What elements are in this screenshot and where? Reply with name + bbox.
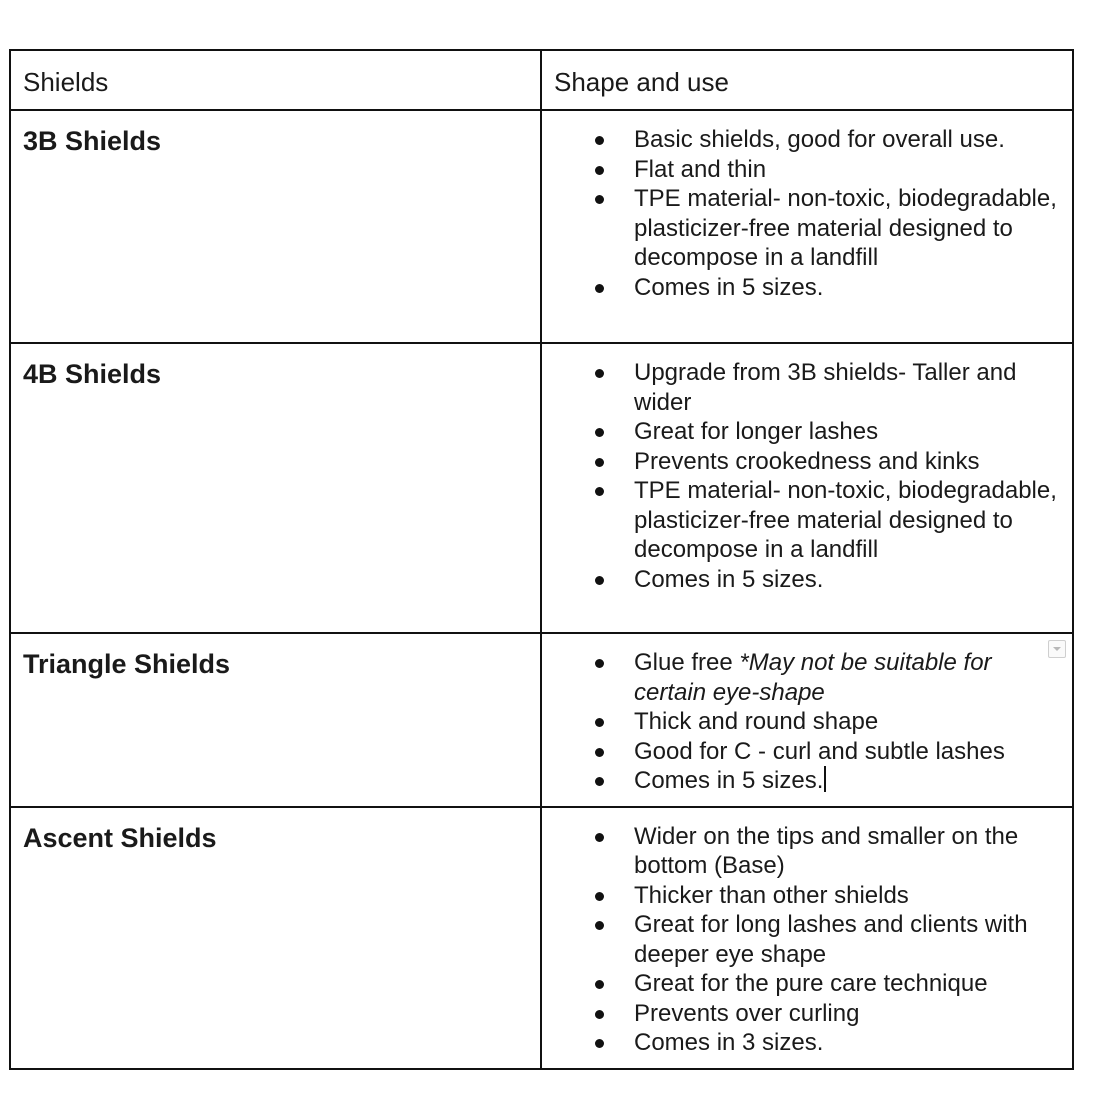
list-item (634, 417, 1062, 447)
list-item (634, 125, 1062, 155)
bullet-dot-icon (595, 777, 604, 786)
bullet-dot-icon (595, 1039, 604, 1048)
shape-and-use-cell[interactable] (541, 343, 1073, 633)
table-row (10, 633, 1073, 807)
bullet-dot-icon (595, 195, 604, 204)
shape-and-use-cell[interactable] (541, 633, 1073, 807)
bullet-text: Glue free (634, 649, 740, 676)
bullet-text: TPE material- non-toxic, biodegradable, plasticizer-free material designed to decompose in a landfill (634, 477, 1057, 563)
bullet-dot-icon (595, 892, 604, 901)
bullet-text: Comes in 3 sizes. (634, 1029, 824, 1056)
bullet-text: Basic shields, good for overall use. (634, 126, 1005, 153)
bullet-text: Comes in 5 sizes. (634, 767, 824, 794)
list-item (634, 969, 1062, 999)
bullet-text: Thicker than other shields (634, 881, 909, 909)
bullet-dot-icon (595, 369, 604, 378)
list-item (634, 999, 1062, 1029)
list-item (634, 881, 1062, 911)
shield-name-cell[interactable] (10, 110, 541, 343)
bullet-text: Prevents crookedness and kinks (634, 447, 980, 475)
header-label-shields: Shields (23, 67, 109, 97)
bullet-dot-icon (595, 980, 604, 989)
header-cell-shape-and-use[interactable] (541, 50, 1073, 110)
bullet-text: Flat and thin (634, 155, 767, 183)
list-item (634, 358, 1062, 417)
list-item (634, 273, 1062, 303)
bullet-text: Great for longer lashes (634, 418, 879, 445)
list-item (634, 447, 1062, 477)
text-cursor (824, 766, 826, 792)
table-row (10, 110, 1073, 343)
shield-name: Triangle Shields (23, 649, 231, 679)
bullet-note-italic: *May not be suitable for certain eye-shape (634, 649, 992, 706)
bullet-text: Upgrade from 3B shields- Taller and wider (634, 359, 1017, 416)
shields-table (9, 49, 1074, 1070)
bullet-list (542, 808, 1072, 1068)
shield-name-cell[interactable] (10, 633, 541, 807)
bullet-dot-icon (595, 284, 604, 293)
bullet-dot-icon (595, 576, 604, 585)
bullet-text: Great for the pure care technique (634, 970, 988, 997)
shape-and-use-cell[interactable] (541, 807, 1073, 1069)
bullet-dot-icon (595, 166, 604, 175)
list-item (634, 648, 1062, 707)
list-item (634, 822, 1062, 881)
list-item (634, 184, 1062, 273)
bullet-dot-icon (595, 487, 604, 496)
bullet-dot-icon (595, 748, 604, 757)
list-item (634, 766, 1062, 796)
bullet-text: Good for C - curl and subtle lashes (634, 737, 1005, 765)
list-item (634, 707, 1062, 737)
bullet-dot-icon (595, 718, 604, 727)
bullet-dot-icon (595, 1010, 604, 1019)
shield-name: Ascent Shields (23, 822, 217, 853)
bullet-dot-icon (595, 921, 604, 930)
list-item (634, 910, 1062, 969)
list-item (634, 476, 1062, 565)
header-cell-shields[interactable] (10, 50, 541, 110)
header-label-shape-and-use: Shape and use (554, 67, 729, 97)
bullet-list (542, 634, 1072, 806)
bullet-dot-icon (595, 833, 604, 842)
bullet-list (542, 111, 1072, 312)
bullet-dot-icon (595, 659, 604, 668)
shield-name: 3B Shields (23, 126, 162, 156)
table-row (10, 807, 1073, 1069)
bullet-text: Great for long lashes and clients with deeper eye shape (634, 911, 1028, 968)
list-item (634, 1028, 1062, 1058)
bullet-dot-icon (595, 136, 604, 145)
bullet-text: Comes in 5 sizes. (634, 565, 824, 593)
bullet-list (542, 344, 1072, 604)
list-item (634, 565, 1062, 595)
shield-name-cell[interactable] (10, 343, 541, 633)
table-header-row (10, 50, 1073, 110)
bullet-dot-icon (595, 458, 604, 467)
bullet-text: Comes in 5 sizes. (634, 273, 824, 301)
list-item (634, 155, 1062, 185)
bullet-text: TPE material- non-toxic, biodegradable, plasticizer-free material designed to decompose in a landfill (634, 185, 1057, 271)
bullet-text: Wider on the tips and smaller on the bottom (Base) (634, 822, 1019, 879)
bullet-text: Prevents over curling (634, 999, 860, 1027)
list-item (634, 737, 1062, 767)
bullet-dot-icon (595, 428, 604, 437)
shield-name: 4B Shields (23, 359, 162, 389)
table-row (10, 343, 1073, 633)
shield-name-cell[interactable] (10, 807, 541, 1069)
shape-and-use-cell[interactable] (541, 110, 1073, 343)
bullet-text: Thick and round shape (634, 708, 879, 735)
